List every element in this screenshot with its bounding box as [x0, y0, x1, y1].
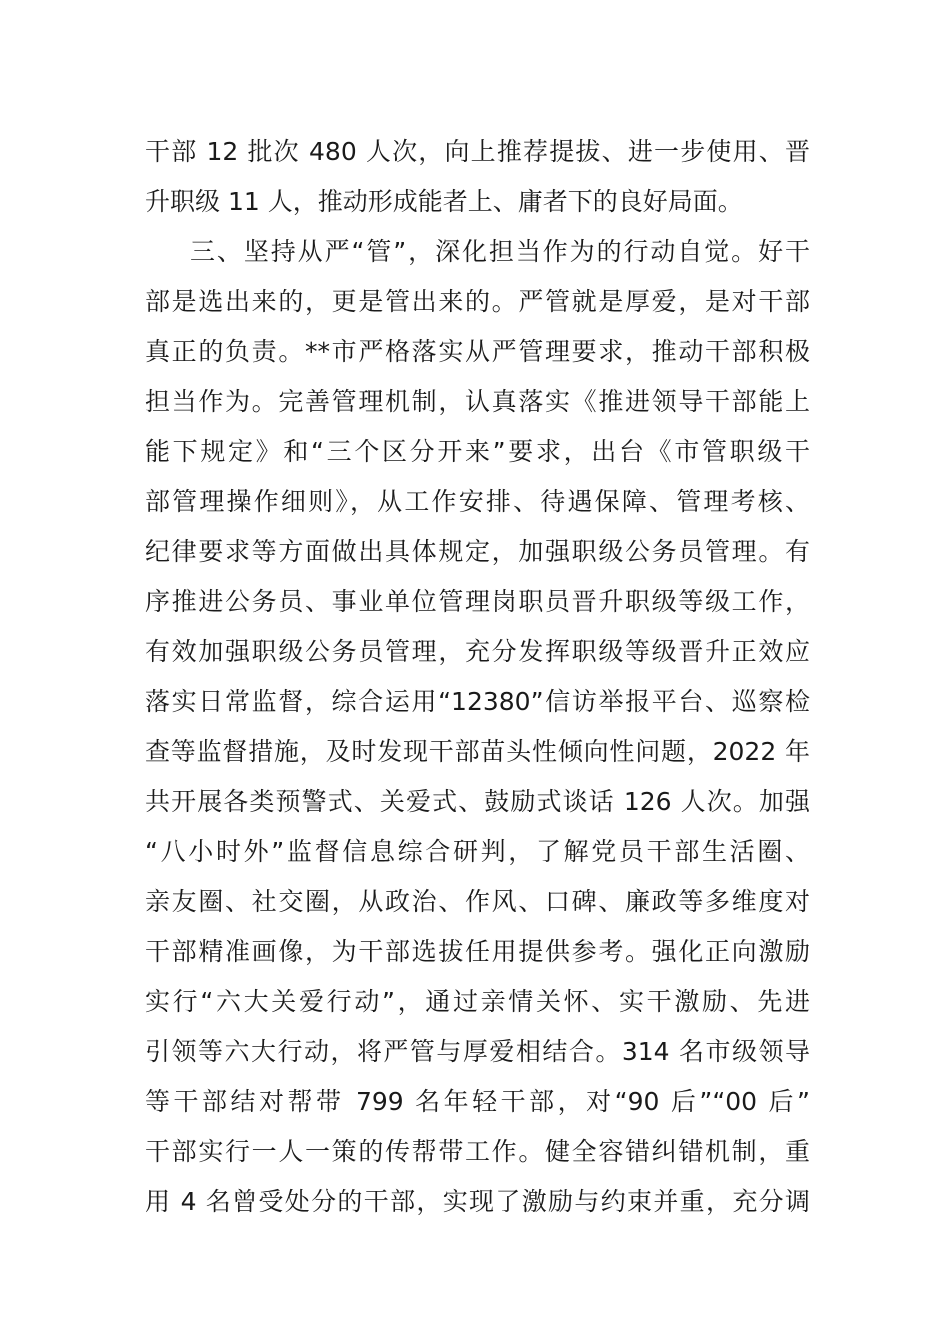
text-line: 部是选出来的，更是管出来的。严管就是厚爱，是对干部: [145, 287, 810, 316]
text-line: 部管理操作细则》，从工作安排、待遇保障、管理考核、: [145, 487, 810, 516]
text-line: 查等监督措施，及时发现干部苗头性倾向性问题，2022 年: [145, 737, 810, 766]
text-line: 序推进公务员、事业单位管理岗职员晋升职级等级工作，: [145, 587, 810, 616]
text-line: 担当作为。完善管理机制，认真落实《推进领导干部能上: [145, 387, 810, 416]
text-line: 落实日常监督，综合运用“12380”信访举报平台、巡察检: [145, 687, 810, 716]
text-line: 干部 12 批次 480 人次，向上推荐提拔、进一步使用、晋: [145, 137, 810, 166]
text-line: 等干部结对帮带 799 名年轻干部，对“90 后”“00 后”: [145, 1087, 810, 1116]
text-line: 干部实行一人一策的传帮带工作。健全容错纠错机制，重: [145, 1137, 810, 1166]
text-line: 能下规定》和“三个区分开来”要求，出台《市管职级干: [145, 437, 810, 466]
text-line: 实行“六大关爱行动”，通过亲情关怀、实干激励、先进: [145, 987, 810, 1016]
text-line: 有效加强职级公务员管理，充分发挥职级等级晋升正效应: [145, 637, 810, 666]
text-line: 纪律要求等方面做出具体规定，加强职级公务员管理。有: [145, 537, 810, 566]
text-line: 共开展各类预警式、关爱式、鼓励式谈话 126 人次。加强: [145, 787, 810, 816]
text-line: “八小时外”监督信息综合研判，了解党员干部生活圈、: [145, 837, 810, 866]
paragraph-heading-line: 三、坚持从严“管”，深化担当作为的行动自觉。好干: [190, 237, 810, 266]
text-line: 用 4 名曾受处分的干部，实现了激励与约束并重，充分调: [145, 1187, 810, 1216]
text-line: 干部精准画像，为干部选拔任用提供参考。强化正向激励: [145, 937, 810, 966]
text-line: 亲友圈、社交圈，从政治、作风、口碑、廉政等多维度对: [145, 887, 810, 916]
text-line: 引领等六大行动，将严管与厚爱相结合。314 名市级领导: [145, 1037, 810, 1066]
text-line: 真正的负责。**市严格落实从严管理要求，推动干部积极: [145, 337, 810, 366]
text-line: 升职级 11 人，推动形成能者上、庸者下的良好局面。: [145, 187, 743, 216]
